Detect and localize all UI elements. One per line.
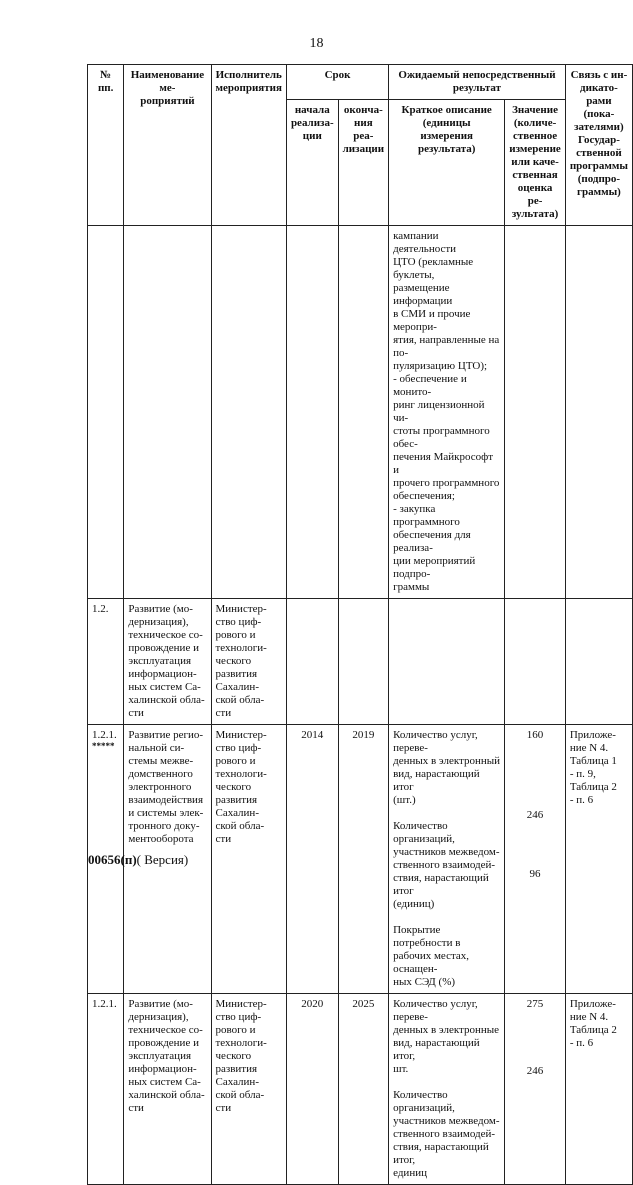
program-table	[87, 64, 633, 1185]
header-executor: Исполнитель мероприятия	[211, 65, 286, 226]
footer-version: ( Версия)	[136, 852, 189, 867]
header-name: Наименование ме- роприятий	[124, 65, 211, 226]
header-term: Срок	[286, 65, 388, 100]
row-name: Развитие (мо- дернизация), техническое со- провождение и эксплуатация информацион- ных систем Са- халинской обла- сти	[124, 599, 211, 725]
header-end: оконча- ния реа- лизации	[338, 100, 388, 226]
row-executor: Министер- ство циф- рового и технологи- ческого развития Сахалин- ской обла- сти	[211, 725, 286, 994]
result-value: 246	[526, 1065, 544, 1077]
header-short-desc: Краткое описание (единицы измерения результата)	[389, 100, 505, 226]
result-value: 96	[529, 868, 541, 880]
result-desc: Покрытие потребности в рабочих местах, оснащен- ных СЭД (%)	[393, 924, 470, 988]
continuation-row	[88, 226, 633, 599]
row-num: 1.2.1.	[88, 994, 124, 1185]
header-num: № пп.	[88, 65, 124, 226]
row-link: Приложе- ние N 4. Таблица 2 - п. 6	[565, 994, 632, 1185]
row-end: 2025	[338, 994, 388, 1185]
header-value: Значение (количе- ственное измерение или каче- ственная оценка ре- зультата)	[505, 100, 566, 226]
table-row	[88, 599, 633, 725]
row-name: Развитие (мо- дернизация), техническое со- провождение и эксплуатация информацион- ных систем Са- халинской обла- сти	[124, 994, 211, 1185]
continuation-text: кампании деятельности ЦТО (рекламные буклеты, размещение информации в СМИ и прочие меропри- ятия, направленные на по- пуляризацию ЦТО); - обеспечение и монито- ринг лицензионной чи- стоты программного обес- печения Майкрософт и прочего программного обеспечения; - закупка программного обеспечения для реализа- ции мероприятий подпро- граммы	[389, 226, 505, 599]
row-start: 2014	[286, 725, 338, 994]
footer	[88, 852, 188, 868]
header-link: Связь с ин- дикато- рами (пока- зателями) Государ- ственной программы (подпро- граммы)	[565, 65, 632, 226]
row-num: 1.2.1.	[92, 729, 117, 741]
row-end: 2019	[338, 725, 388, 994]
result-value: 275	[526, 998, 544, 1010]
footer-code: 00656(п)	[88, 852, 137, 867]
result-desc: Количество услуг, переве- денных в электронный вид, нарастающий итог (шт.)	[393, 729, 501, 806]
row-executor: Министер- ство циф- рового и технологи- ческого развития Сахалин- ской обла- сти	[211, 599, 286, 725]
result-desc: Количество организаций, участников межведом- ственного взаимодей- ствия, нарастающий итог (единиц)	[393, 820, 500, 910]
table-row	[88, 994, 633, 1185]
result-desc: Количество организаций, участников межведом- ственного взаимодей- ствия, нарастающий итог, единиц	[393, 1089, 500, 1179]
row-link: Приложе- ние N 4. Таблица 1 - п. 9, Таблица 2 - п. 6	[565, 725, 632, 994]
header-start: начала реализа- ции	[286, 100, 338, 226]
header-expected: Ожидаемый непосредственный результат	[389, 65, 566, 100]
result-desc: Количество услуг, переве- денных в электронные вид, нарастающий итог, шт.	[393, 998, 500, 1075]
row-mark: *****	[92, 741, 115, 751]
row-executor: Министер- ство циф- рового и технологи- ческого развития Сахалин- ской обла- сти	[211, 994, 286, 1185]
row-num: 1.2.	[88, 599, 124, 725]
header-row-1	[88, 65, 633, 100]
result-value: 160	[526, 729, 544, 741]
row-name: Развитие регио- нальной си- стемы межве- домственного электронного взаимодействия и системы элек- тронного доку- ментооборота	[124, 725, 211, 994]
page-number: 18	[309, 36, 324, 51]
result-value: 246	[526, 809, 544, 821]
row-start: 2020	[286, 994, 338, 1185]
